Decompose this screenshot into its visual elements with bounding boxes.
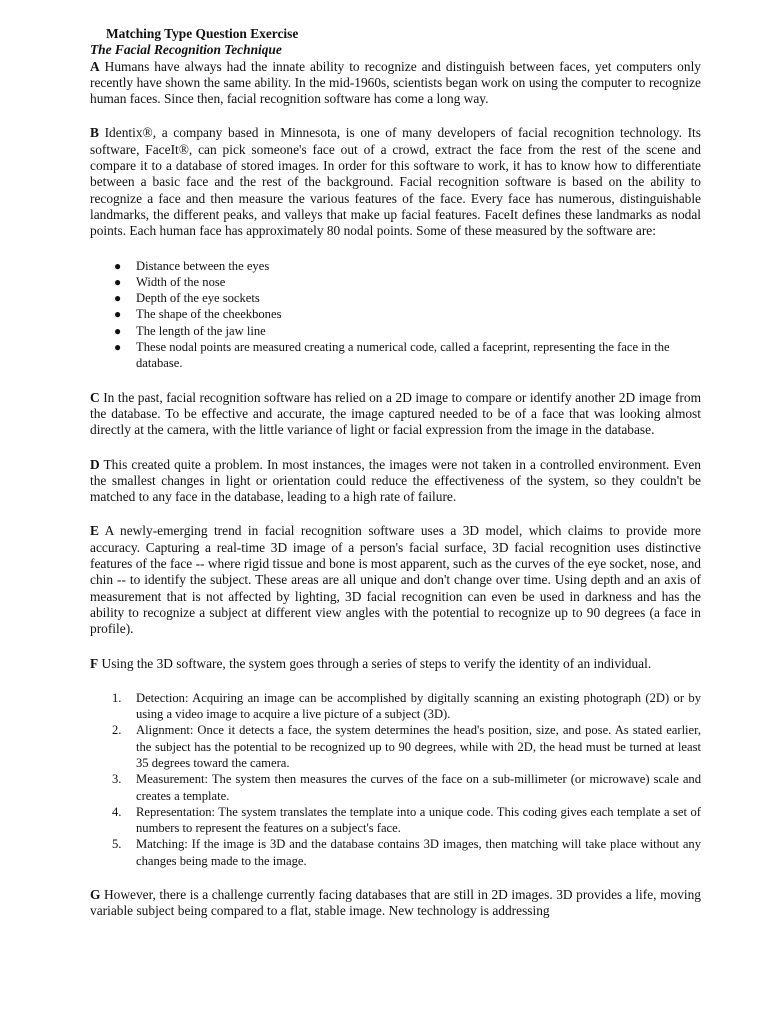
document-page [90, 26, 701, 920]
paragraph-text: This created quite a problem. In most instances, the images were not taken in a controlled environment. Even the smallest changes in light or orientation could reduce the effectiveness of the system, so they couldn't be matched to any face in the database, leading to a high rate of failure. [90, 456, 701, 505]
verification-steps-list [90, 690, 701, 869]
paragraph-letter: A [90, 58, 100, 74]
paragraph-text: However, there is a challenge currently facing databases that are still in 2D images. 3D provides a life, moving variable subject being compared to a flat, stable image. New technology is addressing [90, 887, 701, 919]
paragraph-g [90, 887, 701, 920]
list-item: ● Width of the nose [114, 274, 226, 289]
paragraph-b [90, 125, 701, 239]
paragraph-text: Humans have always had the innate ability to recognize and distinguish between faces, yet computers only recently have shown the same ability. In the mid-1960s, scientists began work on using the computer to recognize human faces. Since then, facial recognition software has come a long way. [90, 58, 701, 107]
paragraph-c [90, 390, 701, 439]
list-item [90, 804, 701, 837]
paragraph-letter: C [90, 389, 100, 405]
step-number: 3. [112, 772, 122, 787]
step-text: Detection: Acquiring an image can be accomplished by digitally scanning an existing photograph (2D) or by using a video image to acquire a live picture of a subject (3D). [136, 690, 701, 722]
paragraph-d [90, 457, 701, 506]
paragraph-letter: D [90, 456, 100, 472]
list-item: ● These nodal points are measured creating a numerical code, called a faceprint, representing the face in the database. [114, 340, 670, 371]
list-item: ● The shape of the cheekbones [114, 307, 282, 322]
paragraph-letter: G [90, 887, 101, 903]
bullet-icon: ● [114, 258, 122, 273]
list-item [90, 771, 701, 804]
paragraph-text: In the past, facial recognition software has relied on a 2D image to compare or identify another 2D image from the database. To be effective and accurate, the image captured needed to be of a face that was looking almost directly at the camera, with the little variance of light or facial expression from the image in the database. [90, 389, 701, 438]
list-item: ● Distance between the eyes [114, 258, 270, 273]
paragraph-a [90, 59, 701, 108]
document-title: Matching Type Question Exercise [106, 26, 299, 41]
bullet-icon: ● [114, 340, 122, 355]
list-item: ● The length of the jaw line [114, 323, 266, 338]
step-number: 2. [112, 723, 122, 738]
step-number: 5. [112, 837, 122, 852]
bullet-icon: ● [114, 307, 122, 322]
paragraph-f [90, 656, 701, 672]
step-text: Measurement: The system then measures the curves of the face on a sub-millimeter (or microwave) scale and creates a template. [136, 772, 701, 803]
list-item [90, 722, 701, 771]
bullet-icon: ● [114, 323, 122, 338]
list-item [90, 836, 701, 869]
step-number: 1. [112, 690, 122, 705]
step-text: Representation: The system translates the template into a unique code. This coding gives each template a set of numbers to represent the features on a subject's face. [136, 804, 701, 836]
list-item [90, 690, 701, 723]
paragraph-letter: B [90, 125, 99, 141]
document-subtitle: The Facial Recognition Technique [90, 42, 282, 58]
step-text: Matching: If the image is 3D and the database contains 3D images, then matching will take place without any changes being made to the image. [136, 837, 701, 868]
bullet-icon: ● [114, 274, 122, 289]
paragraph-letter: F [90, 655, 99, 671]
paragraph-letter: E [90, 523, 99, 539]
step-text: Alignment: Once it detects a face, the system determines the head's position, size, and pose. As stated earlier, the subject has the potential to be recognized up to 90 degrees, while with 2D, the head must be turned at least 35 degrees toward the camera. [136, 723, 701, 770]
paragraph-text: A newly-emerging trend in facial recognition software uses a 3D model, which claims to provide more accuracy. Capturing a real-time 3D image of a person's facial surface, 3D facial recognition uses distinctive features of the face -- where rigid tissue and bone is most apparent, such as the curves of the eye socket, nose, and chin -- to identify the subject. These areas are all unique and don't change over time. Using depth and an axis of measurement that is not affected by lighting, 3D facial recognition can even be used in darkness and has the ability to recognize a subject at different view angles with the potential to recognize up to 90 degrees (a face in profile). [90, 523, 702, 637]
bullet-icon: ● [114, 291, 122, 306]
nodal-points-list [90, 258, 701, 372]
paragraph-text: Identix®, a company based in Minnesota, is one of many developers of facial recognition technology. Its software, FaceIt®, can pick someone's face out of a crowd, extract the face from the rest of the scene and compare it to a database of stored images. In order for this software to work, it has to know how to differentiate between a basic face and the rest of the background. Facial recognition software is based on the ability to recognize a face and then measure the various features of the face. Every face has numerous, distinguishable landmarks, the different peaks, and valleys that make up facial features. FaceIt defines these landmarks as nodal points. Each human face has approximately 80 nodal points. Some of these measured by the software are: [90, 125, 701, 239]
step-number: 4. [112, 804, 122, 819]
paragraph-text: Using the 3D software, the system goes through a series of steps to verify the identity of an individual. [101, 655, 652, 671]
paragraph-e [90, 523, 701, 637]
list-item: ● Depth of the eye sockets [114, 291, 260, 306]
